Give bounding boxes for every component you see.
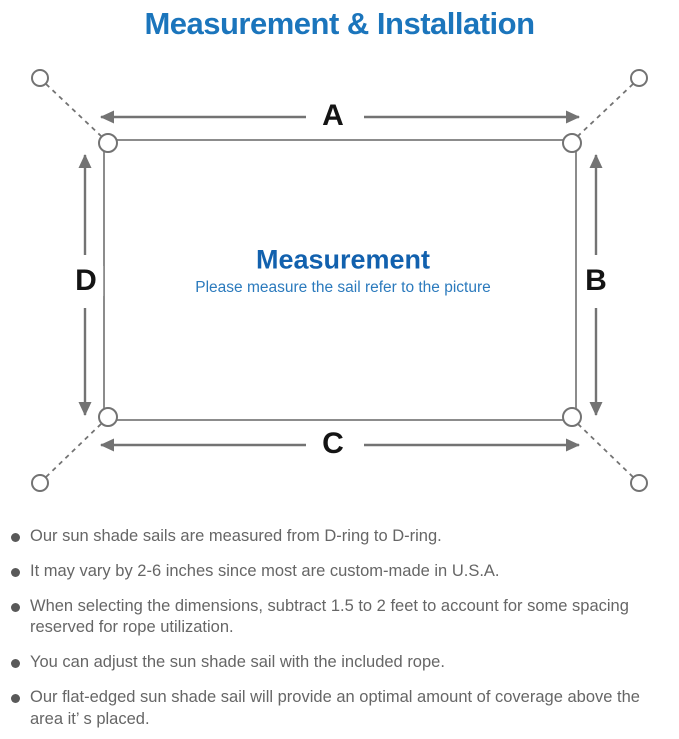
note-text: Our sun shade sails are measured from D-ring to D-ring.: [30, 527, 442, 545]
diagram-center-subtitle: Please measure the sail refer to the picture: [195, 279, 491, 296]
bullet-icon: [11, 568, 20, 577]
note-text: It may vary by 2-6 inches since most are custom-made in U.S.A.: [30, 561, 500, 580]
dimension-label-d: D: [69, 266, 103, 296]
bullet-icon: [11, 694, 20, 703]
dimension-label-b: B: [579, 266, 613, 296]
bullet-icon: [11, 603, 20, 612]
list-item: [11, 687, 666, 731]
list-item: [11, 526, 666, 548]
sail-measurement-diagram: [0, 55, 679, 505]
note-text: You can adjust the sun shade sail with the included rope.: [30, 653, 445, 672]
diagram-center-title: Measurement: [255, 244, 431, 275]
anchor-point-top-left-icon: [32, 70, 48, 86]
measurement-notes-list: [0, 505, 679, 730]
list-item: [11, 652, 666, 674]
dimension-label-a: A: [316, 101, 350, 131]
list-item: [11, 596, 666, 640]
anchor-point-bottom-right-icon: [631, 475, 647, 491]
bullet-icon: [11, 659, 20, 668]
note-text: Our flat-edged sun shade sail will provide an optimal amount of coverage above the area it’ s placed.: [30, 687, 640, 728]
note-text: When selecting the dimensions, subtract 1.5 to 2 feet to account for some spacing reserved for rope utilization.: [30, 596, 629, 637]
anchor-point-bottom-left-icon: [32, 475, 48, 491]
bullet-icon: [11, 533, 20, 542]
list-item: [11, 561, 666, 583]
page-title: Measurement & Installation: [144, 6, 535, 41]
dimension-label-c: C: [316, 429, 350, 459]
anchor-point-top-right-icon: [631, 70, 647, 86]
